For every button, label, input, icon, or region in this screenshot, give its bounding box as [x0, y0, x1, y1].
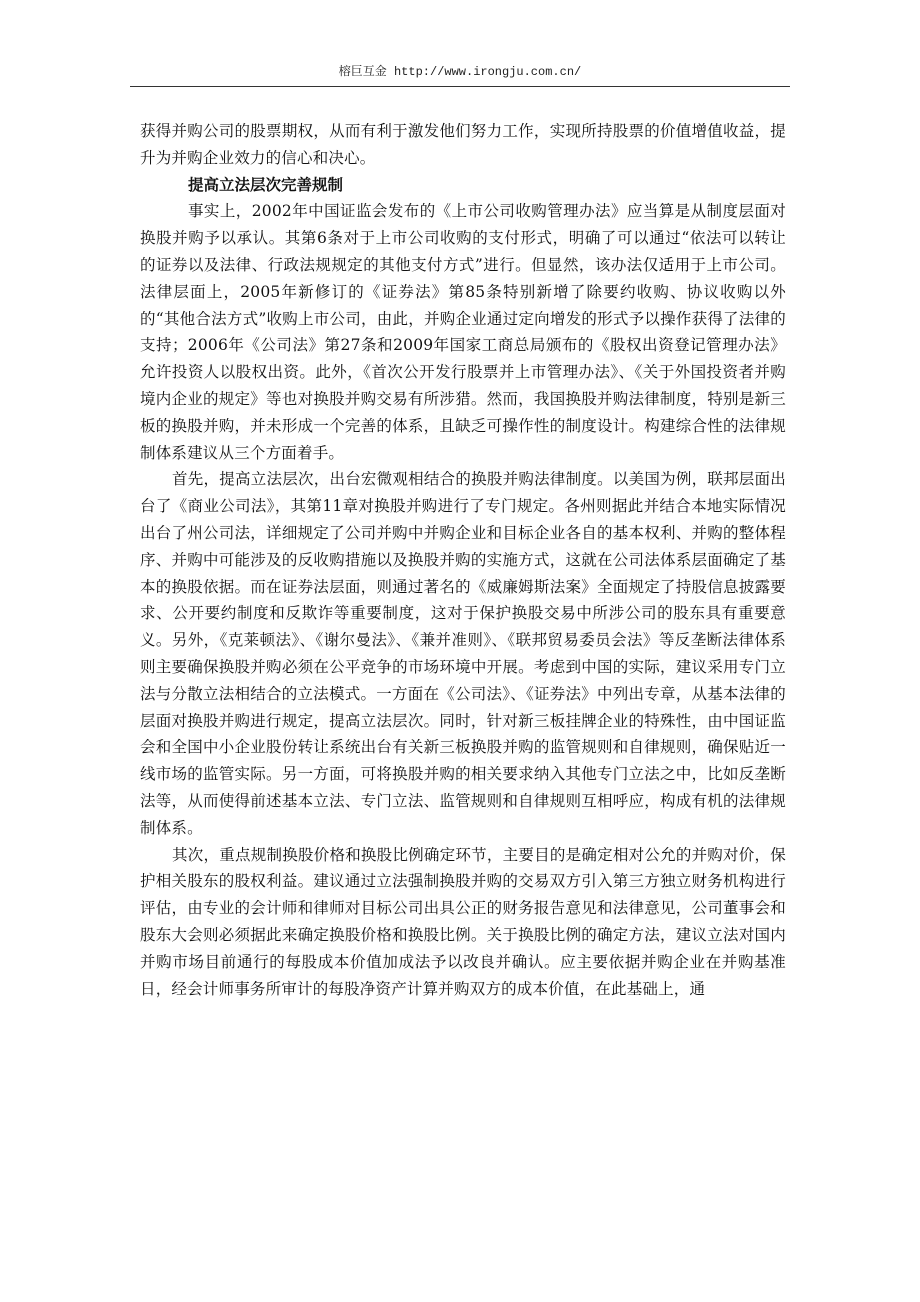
paragraph-first: 首先，提高立法层次，出台宏微观相结合的换股并购法律制度。以美国为例，联邦层面出台了《商业公司法》，其第11章对换股并购进行了专门规定。各州则据此并结合本地实际情况出台了州公司法，详细规定了公司并购中并购企业和目标企业各自的基本权利、并购的整体程序、并购中可能涉及的反收购措施以及换股并购的实施方式，这就在公司法体系层面确定了基本的换股依据。而在证券法层面，则通过著名的《威廉姆斯法案》全面规定了持股信息披露要求、公开要约制度和反欺诈等重要制度，这对于保护换股交易中所涉公司的股东具有重要意义。另外，《克莱顿法》、《谢尔曼法》、《兼并准则》、《联邦贸易委员会法》等反垄断法律体系则主要确保换股并购必须在公平竞争的市场环境中开展。考虑到中国的实际，建议采用专门立法与分散立法相结合的立法模式。一方面在《公司法》、《证券法》中列出专章，从基本法律的层面对换股并购进行规定，提高立法层次。同时，针对新三板挂牌企业的特殊性，由中国证监会和全国中小企业股份转让系统出台有关新三板换股并购的监管规则和自律规则，确保贴近一线市场的监管实际。另一方面，可将换股并购的相关要求纳入其他专门立法之中，比如反垄断法等，从而使得前述基本立法、专门立法、监管规则和自律规则互相呼应，构成有机的法律规制体系。 — [140, 470, 786, 837]
document-body — [140, 118, 786, 1002]
paragraph-facts: 事实上，2002年中国证监会发布的《上市公司收购管理办法》应当算是从制度层面对换股并购予以承认。其第6条对于上市公司收购的支付形式，明确了可以通过“依法可以转让的证券以及法律、行政法规规定的其他支付方式”进行。但显然，该办法仅适用于上市公司。法律层面上，2005年新修订的《证券法》第85条特别新增了除要约收购、协议收购以外的“其他合法方式”收购上市公司，由此，并购企业通过定向增发的形式予以操作获得了法律的支持；2006年《公司法》第27条和2009年国家工商总局颁布的《股权出资登记管理办法》允许投资人以股权出资。此外，《首次公开发行股票并上市管理办法》、《关于外国投资者并购境内企业的规定》等也对换股并购交易有所涉猎。然而，我国换股并购法律制度，特别是新三板的换股并购，并未形成一个完善的体系，且缺乏可操作性的制度设计。构建综合性的法律规制体系建议从三个方面着手。 — [140, 202, 786, 462]
paragraph-intro: 获得并购公司的股票期权，从而有利于激发他们努力工作，实现所持股票的价值增值收益，提升为并购企业效力的信心和决心。 — [140, 122, 786, 167]
paragraph-second: 其次，重点规制换股价格和换股比例确定环节，主要目的是确定相对公允的并购对价，保护相关股东的股权利益。建议通过立法强制换股并购的交易双方引入第三方独立财务机构进行评估，由专业的会计师和律师对目标公司出具公正的财务报告意见和法律意见，公司董事会和股东大会则必须据此来确定换股价格和换股比例。关于换股比例的确定方法，建议立法对国内并购市场目前通行的每股成本价值加成法予以改良并确认。应主要依据并购企业在并购基准日，经会计师事务所审计的每股净资产计算并购双方的成本价值，在此基础上，通 — [140, 845, 786, 998]
header-site-url[interactable]: http://www.irongju.com.cn/ — [393, 65, 582, 79]
section-heading: 提高立法层次完善规制 — [188, 175, 344, 194]
header-divider — [130, 86, 790, 87]
page-header — [130, 62, 790, 86]
header-site-name: 榕巨互金 — [338, 65, 387, 79]
